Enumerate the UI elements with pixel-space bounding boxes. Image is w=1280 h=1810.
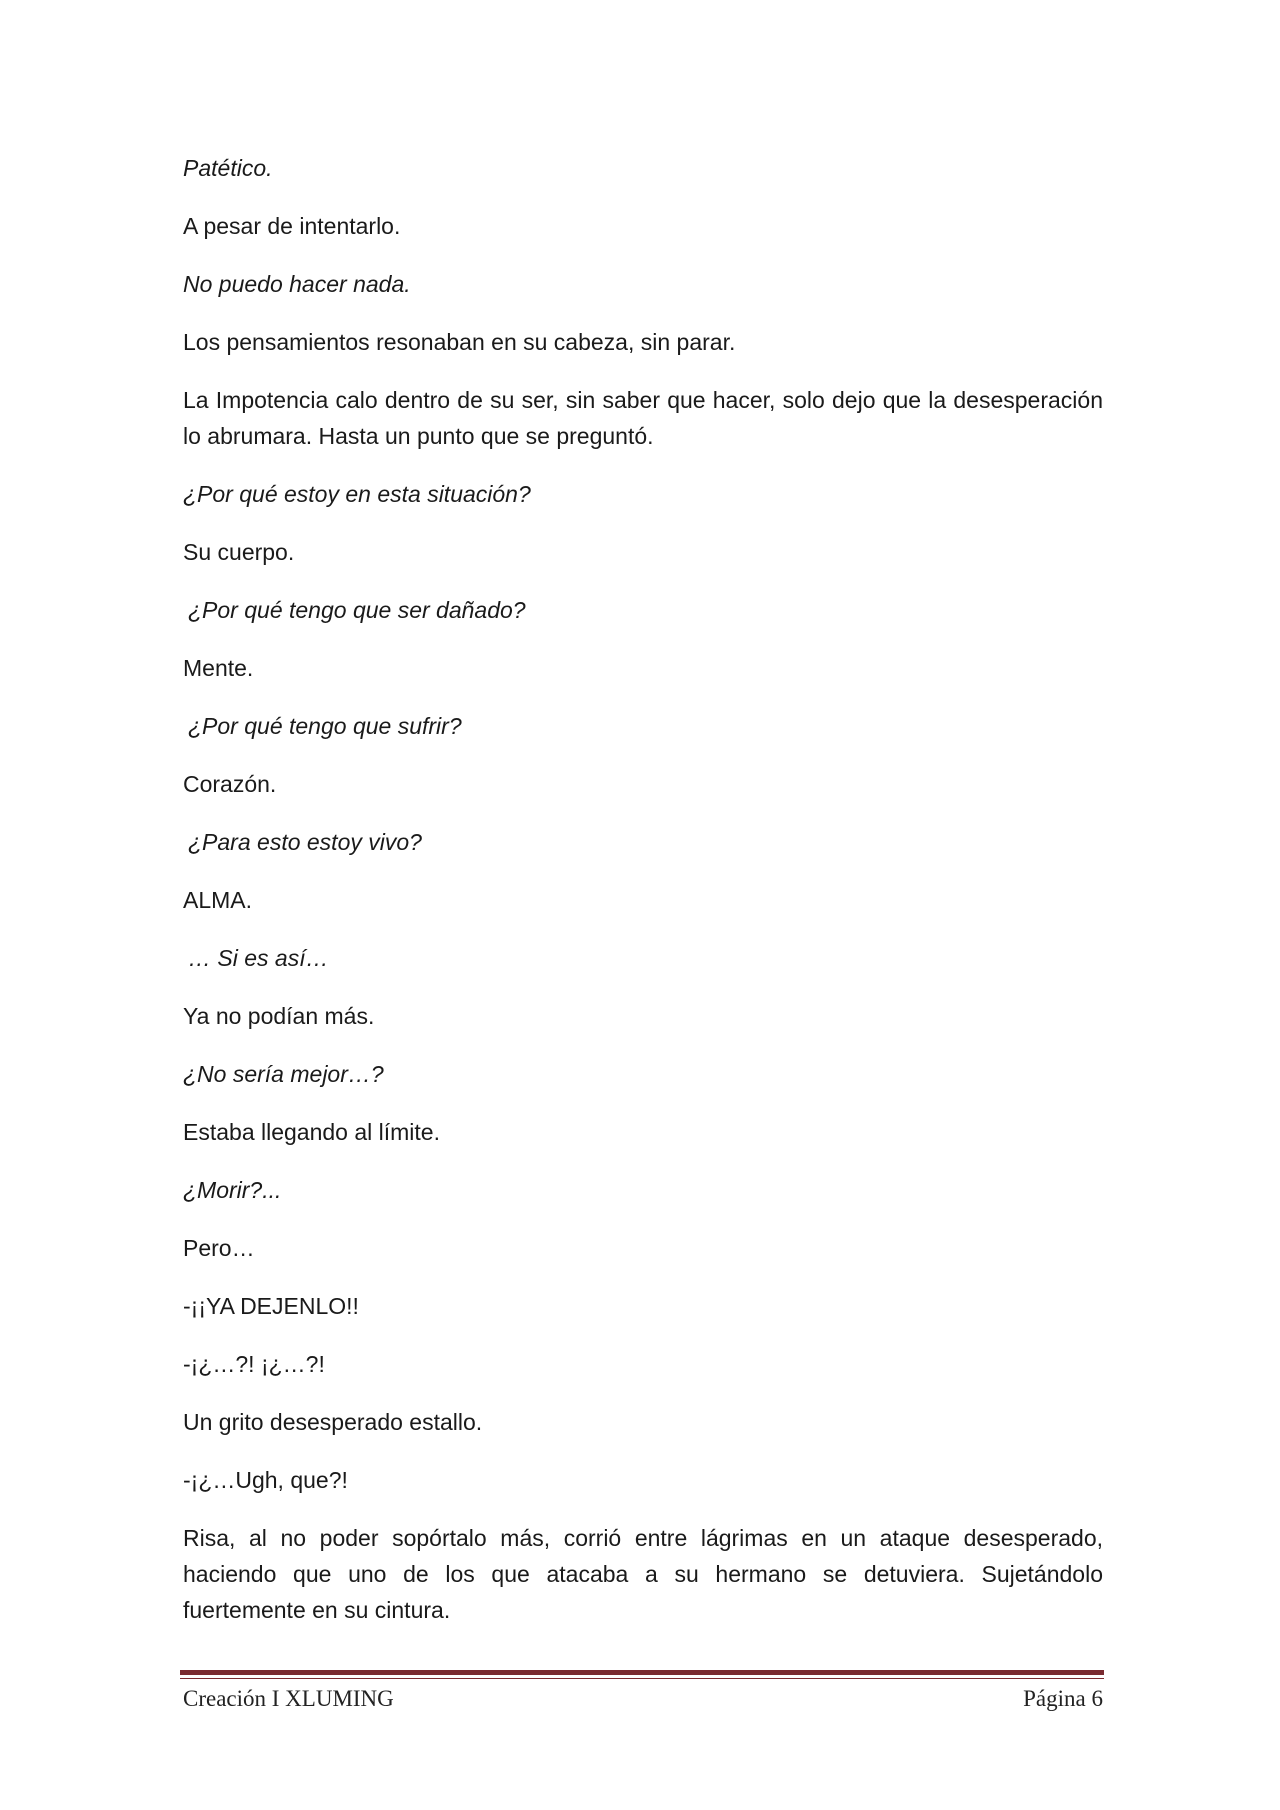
paragraph: -¡¡YA DEJENLO!!: [183, 1293, 359, 1319]
paragraph: Patético.: [183, 155, 273, 181]
page-footer: [183, 1686, 1103, 1712]
paragraph: … Si es así…: [188, 945, 329, 971]
footer-rule-thin: [180, 1678, 1104, 1679]
paragraph: -¡¿…?! ¡¿…?!: [183, 1351, 325, 1377]
paragraph: ALMA.: [183, 887, 253, 913]
footer-page-number: Página 6: [1023, 1686, 1103, 1711]
paragraph: Risa, al no poder sopórtalo más, corrió entre lágrimas en un ataque desesperado, haciendo que uno de los que atacaba a su hermano se detuviera. Sujetándolo fuertemente en su cintura.: [183, 1525, 1103, 1623]
paragraph: -¡¿…Ugh, que?!: [183, 1467, 348, 1493]
footer-rule: [180, 1670, 1104, 1675]
paragraph: Ya no podían más.: [183, 1003, 375, 1029]
body-text: [183, 150, 1103, 1650]
paragraph: ¿Para esto estoy vivo?: [188, 829, 422, 855]
paragraph: Corazón.: [183, 771, 277, 797]
paragraph: ¿Por qué tengo que sufrir?: [188, 713, 462, 739]
paragraph: Un grito desesperado estallo.: [183, 1409, 483, 1435]
footer-author: Creación I XLUMING: [183, 1686, 394, 1711]
paragraph: Mente.: [183, 655, 254, 681]
paragraph: ¿Por qué estoy en esta situación?: [183, 481, 531, 507]
paragraph: A pesar de intentarlo.: [183, 213, 401, 239]
paragraph: Estaba llegando al límite.: [183, 1119, 440, 1145]
paragraph: ¿No sería mejor…?: [183, 1061, 384, 1087]
paragraph: ¿Morir?...: [183, 1177, 282, 1203]
paragraph: Pero…: [183, 1235, 255, 1261]
paragraph: Su cuerpo.: [183, 539, 295, 565]
paragraph: Los pensamientos resonaban en su cabeza, sin parar.: [183, 329, 736, 355]
paragraph: ¿Por qué tengo que ser dañado?: [188, 597, 526, 623]
paragraph: No puedo hacer nada.: [183, 271, 411, 297]
paragraph: La Impotencia calo dentro de su ser, sin saber que hacer, solo dejo que la desesperación lo abrumara. Hasta un punto que se preguntó.: [183, 387, 1103, 449]
